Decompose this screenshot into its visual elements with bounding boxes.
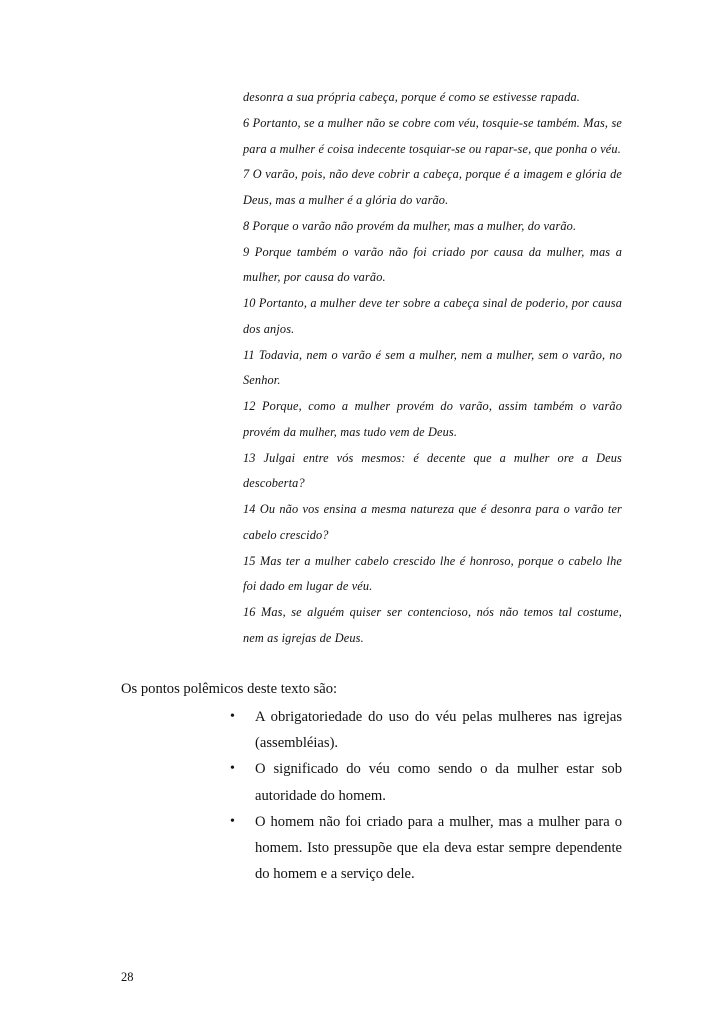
quote-verse-16: 16 Mas, se alguém quiser ser contencioso, nós não temos tal costume, nem as igrejas de Deus. [243, 605, 622, 645]
list-item [230, 809, 622, 888]
quote-verse-9: 9 Porque também o varão não foi criado por causa da mulher, mas a mulher, por causa do varão. [243, 244, 622, 285]
quote-verse-13: 13 Julgai entre vós mesmos: é decente que a mulher ore a Deus descoberta? [243, 450, 622, 491]
bullet-text: O significado do véu como sendo o da mulher estar sob autoridade do homem. [255, 761, 622, 804]
bullet-list [230, 704, 622, 887]
intro-sentence: Os pontos polêmicos deste texto são: [121, 681, 338, 697]
bullet-icon: • [230, 709, 235, 724]
quote-verse-14: 14 Ou não vos ensina a mesma natureza que é desonra para o varão ter cabelo crescido? [243, 502, 622, 542]
quote-verse-12: 12 Porque, como a mulher provém do varão, assim também o varão provém da mulher, mas tudo vem de Deus. [243, 399, 622, 439]
quote-paragraph: desonra a sua própria cabeça, porque é como se estivesse rapada. [243, 90, 581, 104]
bullet-text: A obrigatoriedade do uso do véu pelas mulheres nas igrejas (assembléias). [255, 709, 622, 752]
quote-verse-6: 6 Portanto, se a mulher não se cobre com véu, tosquie-se também. Mas, se para a mulher é coisa indecente tosquiar-se ou rapar-se, que ponha o véu. [243, 115, 622, 156]
bullet-icon: • [230, 761, 235, 777]
bullet-icon: • [230, 813, 235, 829]
quote-verse-10: 10 Portanto, a mulher deve ter sobre a cabeça sinal de poderio, por causa dos anjos. [243, 296, 622, 336]
bible-quote-block [243, 85, 622, 652]
quote-verse-11: 11 Todavia, nem o varão é sem a mulher, nem a mulher, sem o varão, no Senhor. [243, 347, 622, 388]
quote-verse-7: 7 O varão, pois, não deve cobrir a cabeça, porque é a imagem e glória de Deus, mas a mulher é a glória do varão. [243, 167, 622, 207]
bullet-text: O homem não foi criado para a mulher, mas a mulher para o homem. Isto pressupõe que ela deva estar sempre dependente do homem e a serviço dele. [255, 813, 622, 883]
quote-verse-8: 8 Porque o varão não provém da mulher, mas a mulher, do varão. [243, 218, 577, 233]
page-number: 28 [121, 970, 134, 984]
list-item [230, 704, 622, 756]
quote-verse-15: 15 Mas ter a mulher cabelo crescido lhe é honroso, porque o cabelo lhe foi dado em lugar de véu. [243, 553, 622, 594]
list-item [230, 756, 622, 808]
